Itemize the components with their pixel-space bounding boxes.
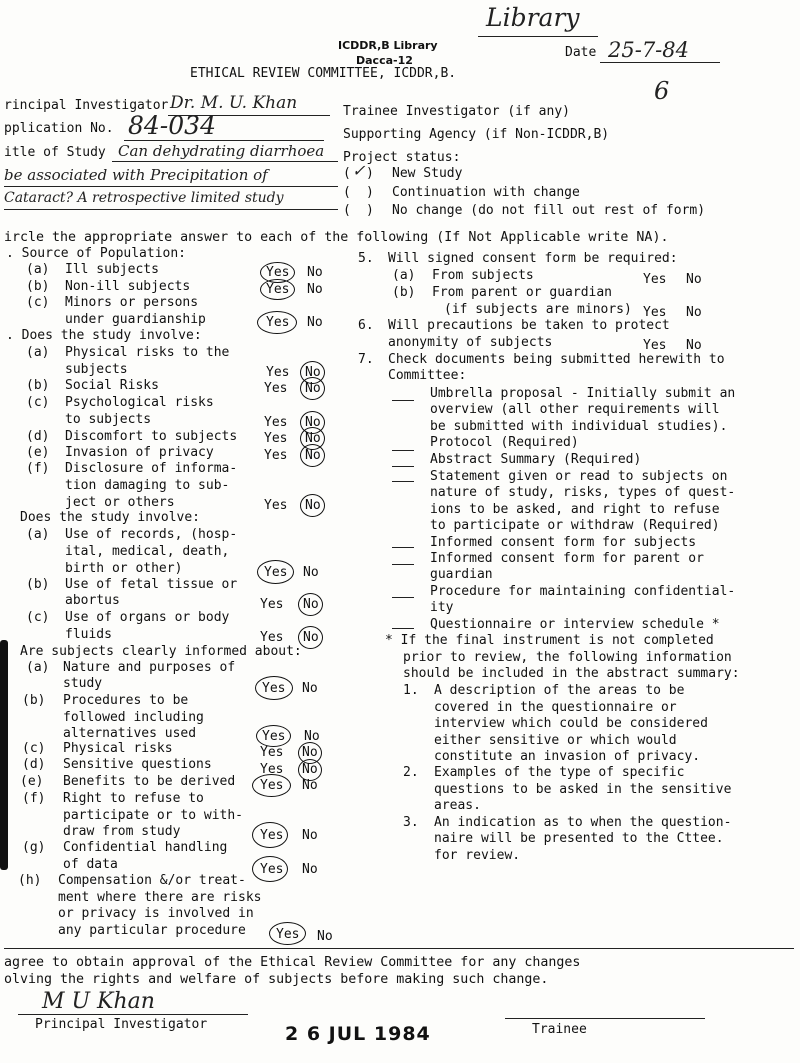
q4h-letter: (h): [18, 873, 42, 888]
doc4-text-4: to participate or withdraw (Required): [430, 518, 720, 533]
q3b-yes: Yes: [260, 597, 284, 612]
q2a-letter: (a): [26, 345, 50, 360]
doc6-text-2: guardian: [430, 567, 493, 582]
note-item-3-number: 3.: [403, 815, 419, 830]
q5b-letter: (b): [392, 285, 416, 300]
trainee-label: Trainee Investigator (if any): [343, 104, 570, 119]
status-continuation-paren-close: ): [366, 185, 374, 200]
q5-text: Will signed consent form be required:: [388, 251, 678, 266]
supporting-agency-label: Supporting Agency (if Non-ICDDR,B): [343, 127, 610, 142]
q4d-letter: (d): [22, 757, 46, 772]
q1-heading: . Source of Population:: [6, 246, 187, 261]
q4c-text: Physical risks: [63, 741, 173, 756]
q4h-no: No: [317, 929, 333, 944]
q2d-letter: (d): [26, 429, 50, 444]
q1a-yes: Yes: [266, 265, 290, 280]
project-status-label: Project status:: [343, 150, 461, 165]
status-nochange-paren-close: ): [366, 203, 374, 218]
q4g-no: No: [302, 862, 318, 877]
status-continuation-paren-open: (: [343, 185, 351, 200]
q5a-yes: Yes: [643, 272, 667, 287]
q1b-letter: (b): [26, 279, 50, 294]
q3c-text-2: fluids: [65, 627, 112, 642]
q2a-yes: Yes: [266, 365, 290, 380]
status-nochange-paren-open: (: [343, 203, 351, 218]
doc1-text-3: be submitted with individual studies).: [430, 419, 728, 434]
doc3-text: Abstract Summary (Required): [430, 452, 642, 467]
status-new-paren-close: ): [366, 166, 374, 181]
doc6-text-1: Informed consent form for parent or: [430, 551, 704, 566]
note-item-1-text-1: A description of the areas to be: [434, 683, 685, 698]
pi-signature-label: Principal Investigator: [35, 1017, 208, 1032]
q4a-yes-circle: [255, 676, 293, 700]
q3b-text-1: Use of fetal tissue or: [65, 577, 238, 592]
q2b-yes: Yes: [264, 381, 288, 396]
q5a-letter: (a): [392, 268, 416, 283]
pi-value: Dr. M. U. Khan: [170, 93, 298, 113]
q2b-no-circle: [300, 377, 325, 400]
status-new-check: ✓: [352, 161, 366, 180]
doc7-text-2: ity: [430, 600, 454, 615]
note-text-3: should be included in the abstract summary:: [403, 666, 740, 681]
doc2-text: Protocol (Required): [430, 435, 579, 450]
library-line: ICDDR,B Library: [338, 39, 438, 52]
q2a-no: No: [305, 365, 321, 380]
status-continuation: Continuation with change: [392, 185, 580, 200]
q7-text-1: Check documents being submitted herewith to: [388, 352, 725, 367]
q4d-no: No: [302, 762, 318, 777]
doc7-checkbox[interactable]: [392, 597, 414, 598]
doc5-checkbox[interactable]: [392, 547, 414, 548]
pi-signature-line: [18, 1014, 248, 1015]
note-text-1: * If the final instrument is not completed: [385, 633, 714, 648]
doc4-text-1: Statement given or read to subjects on: [430, 469, 728, 484]
note-item-1-text-4: either sensitive or which would: [434, 733, 677, 748]
q6-no: No: [686, 338, 702, 353]
q1b-no: No: [307, 282, 323, 297]
q1c-letter: (c): [26, 295, 50, 310]
q3a-text-2: ital, medical, death,: [65, 544, 230, 559]
agreement-line-1: agree to obtain approval of the Ethical Review Committee for any changes: [4, 955, 581, 970]
q4h-yes: Yes: [276, 927, 300, 942]
q2c-letter: (c): [26, 395, 50, 410]
q5b-yes: Yes: [643, 305, 667, 320]
q3a-text-3: birth or other): [65, 561, 183, 576]
agreement-line-2: olving the rights and welfare of subjects before making such change.: [4, 972, 549, 987]
q4g-yes-circle: [252, 856, 288, 882]
q4f-no: No: [302, 828, 318, 843]
q2f-text-2: tion damaging to sub-: [65, 478, 230, 493]
q4d-text: Sensitive questions: [63, 757, 212, 772]
q2c-text-1: Psychological risks: [65, 395, 214, 410]
q5b-text-2: (if subjects are minors): [444, 302, 632, 317]
q1c-no: No: [307, 315, 323, 330]
q4f-letter: (f): [22, 791, 46, 806]
q4e-text: Benefits to be derived: [63, 774, 236, 789]
date-received-stamp: 2 6 JUL 1984: [285, 1023, 431, 1045]
q4a-no: No: [302, 681, 318, 696]
q3b-text-2: abortus: [65, 593, 120, 608]
q3c-no: No: [303, 630, 319, 645]
q5a-text: From subjects: [432, 268, 534, 283]
q2f-yes: Yes: [264, 498, 288, 513]
q2e-no-circle: [300, 444, 325, 467]
trainee-signature-line: [505, 1018, 705, 1019]
q2f-text-3: ject or others: [65, 495, 175, 510]
note-item-3-text-1: An indication as to when the question-: [434, 815, 732, 830]
q4f-text-3: draw from study: [63, 824, 181, 839]
doc4-checkbox[interactable]: [392, 481, 414, 482]
q4b-text-1: Procedures to be: [63, 693, 189, 708]
q1c-yes-circle: [257, 311, 297, 334]
date-underline: [600, 62, 720, 63]
q4a-text-1: Nature and purposes of: [63, 660, 236, 675]
q2d-no: No: [305, 431, 321, 446]
q2d-text: Discomfort to subjects: [65, 429, 238, 444]
q4b-no: No: [304, 729, 320, 744]
doc5-text: Informed consent form for subjects: [430, 535, 697, 550]
q4e-yes: Yes: [260, 778, 284, 793]
q2e-no: No: [305, 448, 321, 463]
q2e-yes: Yes: [264, 448, 288, 463]
date-value: 25-7-84: [608, 38, 689, 62]
application-value: 84-034: [128, 111, 216, 140]
q1a-letter: (a): [26, 262, 50, 277]
q1a-text: Ill subjects: [65, 262, 159, 277]
q3b-letter: (b): [26, 577, 50, 592]
q4e-yes-circle: [252, 774, 291, 797]
title-of-study-label: itle of Study: [4, 145, 106, 160]
q1a-no: No: [307, 265, 323, 280]
title-line-1: Can dehydrating diarrhoea: [118, 142, 325, 160]
note-item-3-text-3: for review.: [434, 848, 521, 863]
q3b-no: No: [303, 597, 319, 612]
q5b-no: No: [686, 305, 702, 320]
pi-signature: M U Khan: [42, 989, 155, 1014]
q2f-no-circle: [300, 494, 325, 517]
q4b-text-3: alternatives used: [63, 726, 197, 741]
q2c-text-2: to subjects: [65, 412, 152, 427]
q3c-yes: Yes: [260, 630, 284, 645]
q4g-text-1: Confidential handling: [63, 840, 228, 855]
q2d-yes: Yes: [264, 431, 288, 446]
pi-label: rincipal Investigator: [4, 98, 169, 113]
q2a-text-2: subjects: [65, 362, 128, 377]
q2b-no: No: [305, 381, 321, 396]
q4h-text-4: any particular procedure: [58, 923, 246, 938]
note-text-2: prior to review, the following information: [403, 650, 732, 665]
handwritten-mark: 6: [654, 77, 670, 105]
note-item-1-text-3: interview which could be considered: [434, 716, 708, 731]
q6-number: 6.: [358, 318, 374, 333]
q4e-no: No: [302, 778, 318, 793]
q3a-letter: (a): [26, 527, 50, 542]
application-label: pplication No.: [4, 121, 114, 136]
q6-text-1: Will precautions be taken to protect: [388, 318, 670, 333]
application-underline: [124, 140, 324, 141]
q2c-no: No: [305, 415, 321, 430]
q4b-text-2: followed including: [63, 710, 204, 725]
q3c-text-1: Use of organs or body: [65, 610, 230, 625]
q4b-yes: Yes: [262, 729, 286, 744]
q1c-text-1: Minors or persons: [65, 295, 199, 310]
q4f-text-1: Right to refuse to: [63, 791, 204, 806]
doc4-text-3: ions to be asked, and right to refuse: [430, 502, 720, 517]
doc1-text-2: overview (all other requirements will: [430, 402, 720, 417]
q1b-yes-circle: [260, 279, 295, 300]
status-new-paren-open: (: [343, 166, 351, 181]
q4f-text-2: participate or to with-: [63, 808, 244, 823]
q2-heading: . Does the study involve:: [6, 328, 202, 343]
doc1-text-1: Umbrella proposal - Initially submit an: [430, 386, 736, 401]
doc2-checkbox[interactable]: [392, 450, 414, 451]
q3a-no: No: [303, 565, 319, 580]
status-new-study: New Study: [392, 166, 463, 181]
doc1-checkbox[interactable]: [392, 400, 414, 401]
note-item-2-number: 2.: [403, 765, 419, 780]
q2f-letter: (f): [26, 461, 50, 476]
q4h-text-2: ment where there are risks: [58, 890, 262, 905]
q4h-yes-circle: [269, 922, 306, 945]
title-line-3: Cataract? A retrospective limited study: [4, 190, 284, 206]
q4g-yes: Yes: [260, 862, 284, 877]
q4c-yes: Yes: [260, 745, 284, 760]
q2a-text-1: Physical risks to the: [65, 345, 230, 360]
q7-number: 7.: [358, 352, 374, 367]
q2c-yes: Yes: [264, 415, 288, 430]
note-item-1-number: 1.: [403, 683, 419, 698]
q4h-text-3: or privacy is involved in: [58, 906, 254, 921]
q3a-text-1: Use of records, (hosp-: [65, 527, 238, 542]
q4g-text-2: of data: [63, 857, 118, 872]
q3c-letter: (c): [26, 610, 50, 625]
q5b-text-1: From parent or guardian: [432, 285, 613, 300]
title-underline-2: [4, 186, 338, 187]
title-underline-1: [112, 161, 338, 162]
q4d-yes: Yes: [260, 762, 284, 777]
q4e-letter: (e): [20, 774, 44, 789]
library-ref: Dacca-12: [356, 54, 413, 67]
doc6-checkbox[interactable]: [392, 564, 414, 565]
q1c-text-2: under guardianship: [65, 312, 206, 327]
q4b-letter: (b): [22, 693, 46, 708]
q5-number: 5.: [358, 251, 374, 266]
note-item-2-text-1: Examples of the type of specific: [434, 765, 685, 780]
note-item-3-text-2: naire will be presented to the Cttee.: [434, 831, 724, 846]
q4g-letter: (g): [22, 840, 46, 855]
q2e-text: Invasion of privacy: [65, 445, 214, 460]
note-item-1-text-5: constitute an invasion of privacy.: [434, 749, 701, 764]
q5a-no: No: [686, 272, 702, 287]
status-no-change: No change (do not fill out rest of form): [392, 203, 706, 218]
note-item-2-text-2: questions to be asked in the sensitive: [434, 782, 732, 797]
note-item-2-text-3: areas.: [434, 798, 481, 813]
library-stamp-underline: [478, 36, 598, 37]
note-item-1-text-2: covered in the questionnaire or: [434, 700, 677, 715]
q2b-text: Social Risks: [65, 378, 159, 393]
q4a-text-2: study: [63, 676, 103, 691]
q2f-text-1: Disclosure of informa-: [65, 461, 238, 476]
footer-divider: [4, 948, 794, 949]
trainee-signature-label: Trainee: [532, 1022, 587, 1037]
q4b-yes-circle: [256, 725, 291, 747]
q4a-letter: (a): [26, 660, 50, 675]
q1c-yes: Yes: [266, 315, 290, 330]
q4c-no: No: [302, 745, 318, 760]
q4-heading: Are subjects clearly informed about:: [20, 644, 302, 659]
q3-heading: Does the study involve:: [20, 510, 201, 525]
q3b-no-circle: [298, 593, 323, 616]
q3a-yes: Yes: [264, 565, 288, 580]
instructions: ircle the appropriate answer to each of the following (If Not Applicable write NA).: [4, 230, 669, 245]
q1b-text: Non-ill subjects: [65, 279, 191, 294]
q2b-letter: (b): [26, 378, 50, 393]
q7-text-2: Committee:: [388, 368, 467, 383]
title-line-2: be associated with Precipitation of: [4, 166, 268, 184]
doc8-text: Questionnaire or interview schedule *: [430, 617, 720, 632]
q6-text-2: anonymity of subjects: [388, 335, 553, 350]
q4f-yes-circle: [252, 822, 288, 848]
title-underline-3: [4, 209, 338, 210]
q6-yes: Yes: [643, 338, 667, 353]
q2f-no: No: [305, 498, 321, 513]
q4h-text-1: Compensation &/or treat-: [58, 873, 246, 888]
doc4-text-2: nature of study, risks, types of quest-: [430, 485, 736, 500]
q4f-yes: Yes: [260, 828, 284, 843]
doc3-checkbox[interactable]: [392, 466, 414, 467]
date-label: Date: [565, 45, 597, 60]
doc7-text-1: Procedure for maintaining confidential-: [430, 584, 736, 599]
q4a-yes: Yes: [262, 681, 286, 696]
q1b-yes: Yes: [266, 282, 290, 297]
doc8-checkbox[interactable]: [392, 628, 414, 629]
library-handwritten-stamp: Library: [486, 3, 580, 32]
q3a-yes-circle: [257, 560, 294, 584]
q4c-letter: (c): [22, 741, 46, 756]
committee-title: ETHICAL REVIEW COMMITTEE, ICDDR,B.: [190, 66, 457, 81]
q2e-letter: (e): [26, 445, 50, 460]
scan-edge-smudge: [0, 640, 8, 870]
